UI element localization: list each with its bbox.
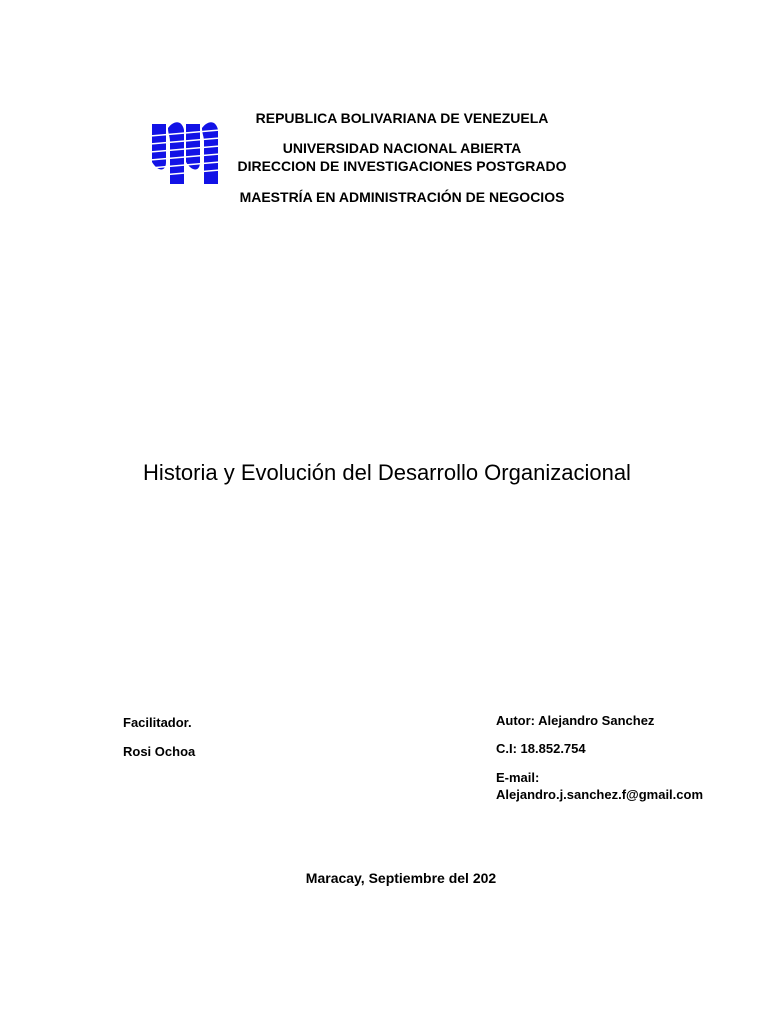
author-name: Autor: Alejandro Sanchez	[496, 713, 655, 728]
program-heading: MAESTRÍA EN ADMINISTRACIÓN DE NEGOCIOS	[239, 189, 565, 205]
author-email-label: E-mail:	[496, 770, 540, 785]
place-date: Maracay, Septiembre del 202	[305, 870, 497, 886]
author-email-value: Alejandro.j.sanchez.f@gmail.com	[496, 787, 704, 802]
author-id: C.I: 18.852.754	[496, 741, 586, 756]
facilitator-name: Rosi Ochoa	[123, 744, 196, 759]
university-heading: UNIVERSIDAD NACIONAL ABIERTA	[282, 140, 522, 156]
facilitator-label: Facilitador.	[123, 715, 192, 730]
document-title: Historia y Evolución del Desarrollo Organizacional	[143, 460, 631, 485]
republic-heading: REPUBLICA BOLIVARIANA DE VENEZUELA	[255, 110, 549, 126]
direction-heading: DIRECCION DE INVESTIGACIONES POSTGRADO	[237, 158, 567, 174]
